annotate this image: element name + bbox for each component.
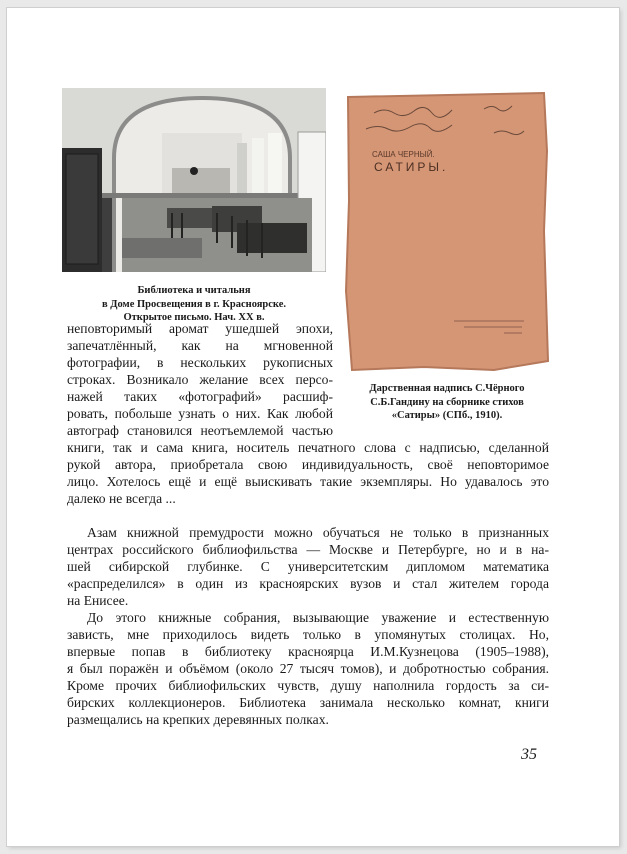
cover-title: САТИРЫ. [374, 160, 449, 174]
page-number: 35 [521, 746, 537, 763]
body-text-line: ровать, побольше узнать о них. Как любой [67, 406, 333, 421]
body-text-line: впервые попав в библиотеку красноярца И.М.Кузнецова (1905–1988), [67, 644, 549, 659]
body-text-line: книги, так и сама книга, носитель печатного слова с надписью, сделанной [67, 440, 549, 455]
body-text-line: далеко не всегда ... [67, 491, 176, 506]
library-photo-image [62, 88, 326, 272]
library-photo-caption [67, 284, 321, 325]
caption-line: Открытое письмо. Нач. XX в. [123, 312, 265, 323]
body-text-line: бирских коллекционеров. Библиотека занимала несколько комнат, книги [67, 695, 549, 710]
body-text-line: лицо. Хотелось ещё и ещё выискивать такие экземпляры. Но удавалось это [67, 474, 549, 489]
body-text-line: фотографии, в нескольких рукописных [67, 355, 333, 370]
body-text-line: центрах российского библиофильства — Москве и Петербурге, но и в на- [67, 542, 549, 557]
body-text-line: шей сибирской глубинке. С университетским дипломом математика [67, 559, 549, 574]
book-cover-caption [341, 382, 553, 423]
body-text-line: я был поражён и объёмом (около 27 тысяч томов), и добротностью собрания. [67, 661, 549, 676]
caption-line: Дарственная надпись С.Чёрного [369, 383, 525, 394]
body-text-line: Азам книжной премудрости можно обучаться не только в признанных [87, 525, 549, 540]
body-text-line: на Енисее. [67, 593, 129, 608]
body-text-line: «распределился» в один из красноярских вузов и стал жителем города [67, 576, 549, 591]
body-text-line: Кроме прочих библиофильских чувств, душу наполнила гордость за си- [67, 678, 549, 693]
body-text-line: запечатлённый, как на мгновенной [67, 338, 333, 353]
body-text-line: неповторимый аромат ушедшей эпохи, [67, 321, 333, 336]
caption-line: С.Б.Гандину на сборнике стихов [370, 396, 524, 408]
library-photo [62, 88, 326, 272]
body-text-line: автограф становился неотъемлемой частью [67, 423, 333, 438]
body-text-line: размещались на крепких деревянных полках. [67, 712, 329, 727]
body-text-line: нажей таких «фотографий» расшиф- [67, 389, 333, 404]
cover-author: САША ЧЕРНЫЙ. [372, 150, 435, 159]
body-text-line: До этого книжные собрания, вызывающие уважение и естественную [87, 610, 549, 625]
book-page [7, 8, 619, 846]
book-cover-photo [344, 91, 549, 372]
caption-line: Библиотека и читальня [137, 285, 251, 296]
body-text-line: рукой автора, приобретала свою индивидуальность, своё неповторимое [67, 457, 549, 472]
caption-line: в Доме Просвещения в г. Красноярске. [101, 298, 287, 310]
body-text-line: зависть, мне приходилось видеть только в упомянутых столицах. Но, [67, 627, 549, 642]
book-cover-image [344, 91, 549, 372]
body-text-line: строках. Возникало желание всех персо- [67, 372, 333, 387]
caption-line: «Сатиры» (СПб., 1910). [391, 410, 503, 421]
